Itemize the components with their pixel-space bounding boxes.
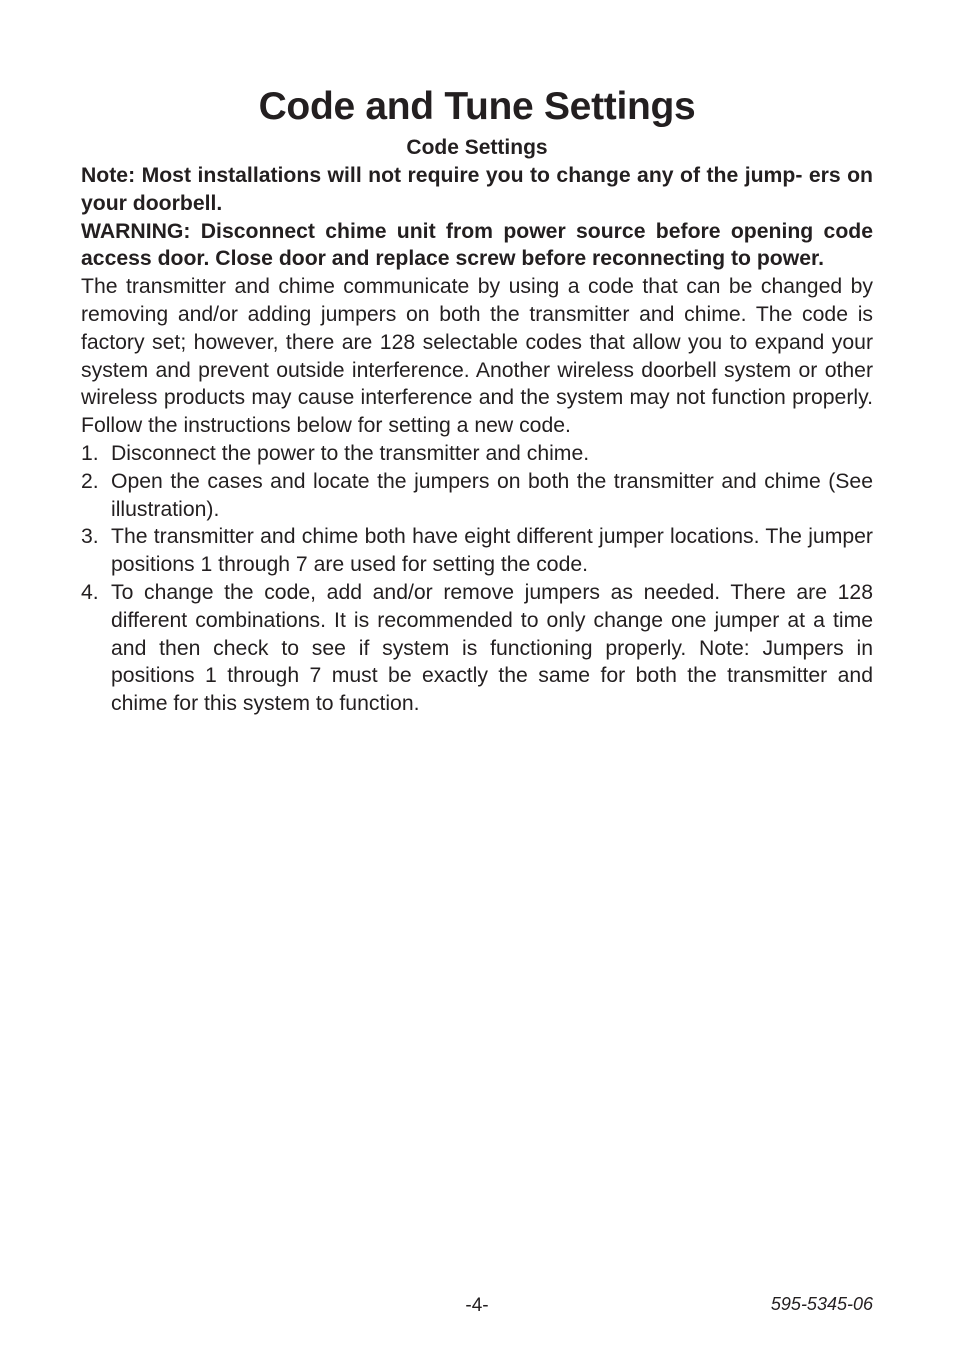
warning-paragraph: WARNING: Disconnect chime unit from power source before opening code access door. Close door and replace screw before reconnecting to power.	[81, 219, 873, 271]
document-body	[81, 84, 873, 718]
step-text: The transmitter and chime both have eight different jumper locations. The jumper positions 1 through 7 are used for setting the code.	[111, 525, 873, 577]
step-text: Open the cases and locate the jumpers on both the transmitter and chime (See illustration).	[111, 469, 873, 521]
section-heading: Code Settings	[406, 136, 548, 159]
document-code: 595-5345-06	[770, 1294, 873, 1314]
list-item	[81, 440, 873, 468]
step-number: 1.	[81, 441, 99, 465]
intro-paragraph: The transmitter and chime communicate by using a code that can be changed by removing and/or adding jumpers on both the transmitter and chime. The code is factory set; however, there are 128 selectable codes that allow you to expand your system and prevent outside interference. Another wireless doorbell system or other wireless products may cause interference and the system may not function properly. Follow the instructions below for setting a new code.	[81, 275, 873, 438]
list-item	[81, 523, 873, 579]
page-number: -4-	[465, 1295, 489, 1316]
note-paragraph: Note: Most installations will not require you to change any of the jump- ers on your doorbell.	[81, 164, 873, 215]
step-number: 4.	[81, 580, 99, 604]
list-item	[81, 579, 873, 718]
page-title: Code and Tune Settings	[258, 85, 696, 128]
step-text: Disconnect the power to the transmitter and chime.	[111, 441, 590, 465]
list-item	[81, 468, 873, 524]
step-number: 2.	[81, 469, 99, 493]
steps-list	[81, 440, 873, 718]
step-text: To change the code, add and/or remove jumpers as needed. There are 128 different combinations. It is recommended to only change one jumper at a time and then check to see if system is functioning properly. Note: Jumpers in positions 1 through 7 must be exactly the same for both the transmitter and chime for this system to function.	[111, 580, 873, 716]
step-number: 3.	[81, 525, 99, 549]
